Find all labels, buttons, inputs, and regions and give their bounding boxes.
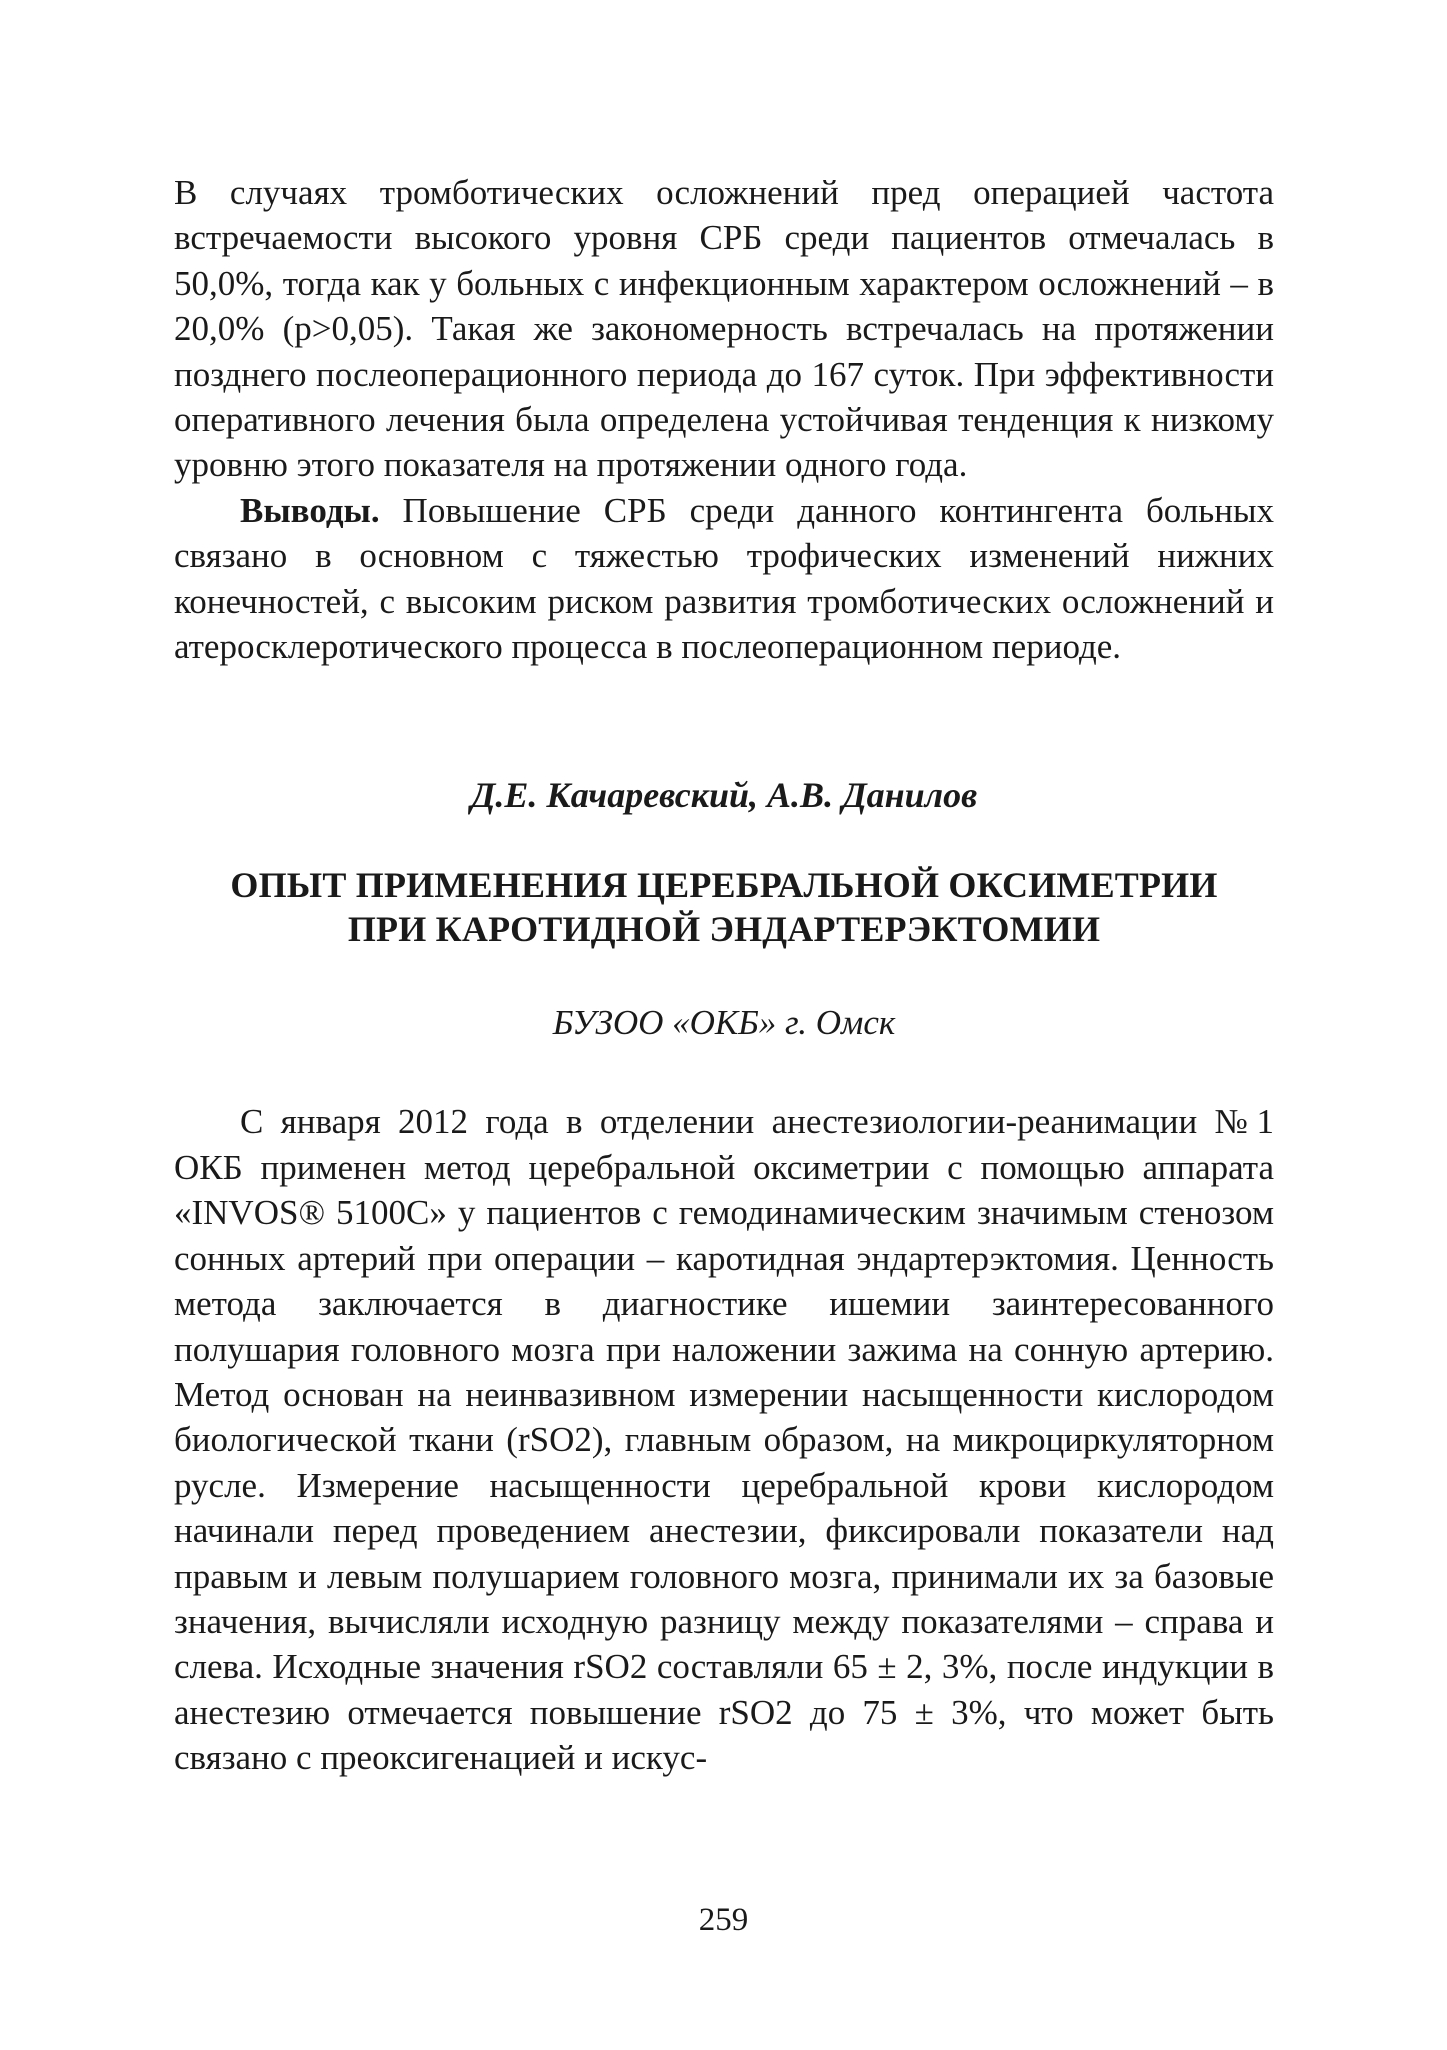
results-paragraph: В случаях тромботических осложнений пред операцией частота встречаемости высокого уровня СРБ среди пациентов отмечалась в 50,0%, тогда как у больных с инфекционным характером осложнений – в 20,0% (p>0,05). Такая же закономерность встречалась на протяжении позднего послеоперационного периода до 167 суток. При эффективности оперативного лечения была определена устойчивая тенденция к низкому уровню этого показателя на протяжении одного года. (174, 173, 1274, 485)
conclusion-paragraph (174, 488, 1274, 670)
conclusion-heading: Выводы. (240, 490, 380, 530)
page-number: 259 (698, 1902, 749, 1938)
article-title (174, 863, 1274, 951)
conclusion-text: Повышение СРБ среди данного контингента больных связано в основном с тяжестью трофических изменений нижних конечностей, с высоким риском развития тромботических осложнений и атеросклеротического процесса в послеоперационном периоде. (174, 490, 1274, 667)
article-body-paragraph: С января 2012 года в отделении анестезиологии-реанимации №1 ОКБ применен метод церебральной оксиметрии с помощью аппарата «INVOS® 5100C» у пациентов с гемодинамическим значимым стенозом сонных артерий при операции – каротидная эндартерэктомия. Ценность метода заключается в диагностике ишемии заинтересованного полушария головного мозга при наложении зажима на сонную артерию. Метод основан на неинвазивном измерении насыщенности кислородом биологической ткани (rSO2), главным образом, на микроциркуляторном русле. Измерение насыщенности церебральной крови кислородом начинали перед проведением анестезии, фиксировали показатели над правым и левым полушарием головного мозга, принимали их за базовые значения, вычисляли исходную разницу между показателями – справа и слева. Исходные значения rSO2 составляли 65 ± 2, 3%, после индукции в анестезию отмечается повышение rSO2 до 75 ± 3%, что может быть связано с преоксигенацией и искус- (174, 1102, 1274, 1778)
article-affiliation: БУЗОО «ОКБ» г. Омск (552, 1003, 896, 1043)
page-content (174, 170, 1274, 1781)
article-title-line-1: ОПЫТ ПРИМЕНЕНИЯ ЦЕРЕБРАЛЬНОЙ ОКСИМЕТРИИ (230, 865, 1218, 906)
article-authors: Д.Е. Качаревский, А.В. Данилов (470, 775, 978, 816)
article-title-line-2: ПРИ КАРОТИДНОЙ ЭНДАРТЕРЭКТОМИИ (347, 909, 1101, 950)
